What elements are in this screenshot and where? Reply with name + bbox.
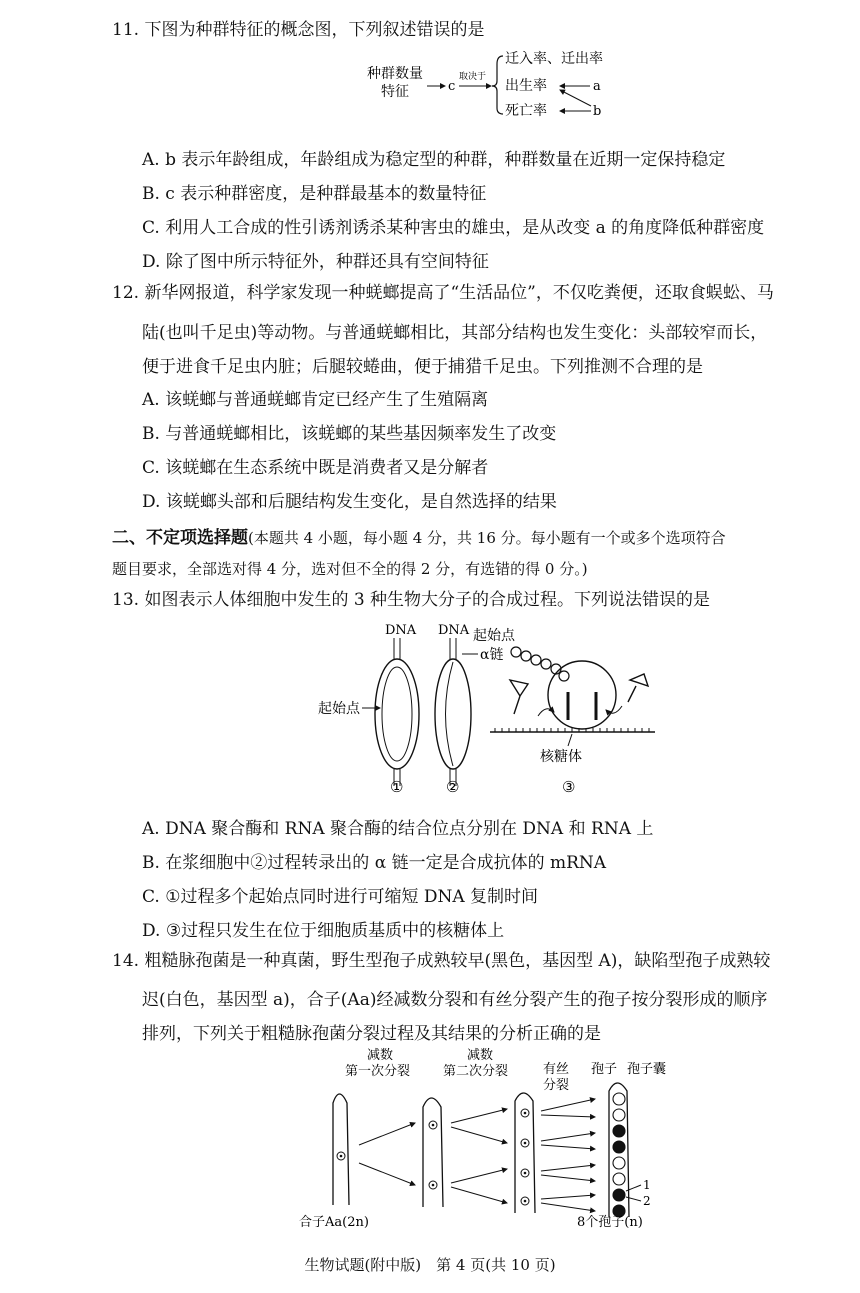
q14-label-2: 2	[643, 1194, 651, 1208]
q11-option-b: B. c 表示种群密度，是种群最基本的数量特征	[142, 184, 487, 204]
q11-option-c: C. 利用人工合成的性引诱剂诱杀某种害虫的雄虫，是从改变 a 的角度降低种群密度	[142, 218, 765, 238]
q11-root-line1: 种群数量	[367, 66, 423, 82]
q14-meiosis2-line1: 减数	[467, 1048, 494, 1063]
q12-stem-line2: 陆(也叫千足虫)等动物。与普通蜣螂相比，其部分结构也发生变化：头部较窄而长，	[142, 323, 768, 343]
q13-option-c: C. ①过程多个起始点同时进行可缩短 DNA 复制时间	[142, 887, 539, 907]
q11-decides: 取决于	[459, 72, 487, 82]
q14-mitosis-line2: 分裂	[543, 1078, 570, 1093]
q14-division-diagram	[295, 1045, 715, 1230]
q11-branch-birth: 出生率	[505, 78, 547, 94]
q11-option-d: D. 除了图中所示特征外，种群还具有空间特征	[142, 252, 489, 272]
q13-alpha-chain: α链	[480, 647, 504, 663]
q13-option-d: D. ③过程只发生在位于细胞质基质中的核糖体上	[142, 921, 505, 941]
q13-option-a: A. DNA 聚合酶和 RNA 聚合酶的结合位点分别在 DNA 和 RNA 上	[142, 819, 654, 839]
q13-origin-left: 起始点	[318, 701, 360, 717]
q12-option-a: A. 该蜣螂与普通蜣螂肯定已经产生了生殖隔离	[142, 390, 489, 410]
q11-c-label: c	[448, 79, 456, 94]
section2-heading	[112, 523, 726, 548]
q13-number-2: ②	[446, 778, 460, 795]
q14-spore-label: 孢子	[591, 1062, 618, 1077]
q14-stem-line1: 14. 粗糙脉孢菌是一种真菌，野生型孢子成熟较早(黑色，基因型 A)，缺陷型孢子成熟较	[112, 951, 771, 971]
page-footer: 生物试题(附中版) 第 4 页(共 10 页)	[304, 1256, 556, 1274]
q14-stem-line2: 迟(白色，基因型 a)，合子(Aa)经减数分裂和有丝分裂产生的孢子按分裂形成的顺序	[142, 990, 768, 1010]
q14-meiosis1-line1: 减数	[367, 1048, 394, 1063]
q11-branch-death: 死亡率	[505, 103, 547, 118]
q13-ribosome-label: 核糖体	[540, 749, 582, 765]
q14-eight-spores-label: 8个孢子(n)	[577, 1215, 643, 1230]
q11-branch-migration: 迁入率、迁出率	[505, 51, 603, 67]
q12-option-b: B. 与普通蜣螂相比，该蜣螂的某些基因频率发生了改变	[142, 424, 557, 444]
q14-meiosis1-line2: 第一次分裂	[345, 1064, 411, 1079]
q13-number-3: ③	[562, 778, 576, 795]
q11-option-a: A. b 表示年龄组成，年龄组成为稳定型的种群，种群数量在近期一定保持稳定	[142, 150, 726, 170]
q12-stem-line1: 12. 新华网报道，科学家发现一种蜣螂提高了“生活品位”，不仅吃粪便，还取食蜈蚣、马	[112, 283, 774, 303]
q11-concept-diagram	[365, 48, 665, 118]
q14-label-1: 1	[643, 1178, 651, 1192]
q11-stem: 11. 下图为种群特征的概念图，下列叙述错误的是	[112, 20, 485, 40]
q13-dna1-label: DNA	[385, 623, 417, 638]
q13-stem: 13. 如图表示人体细胞中发生的 3 种生物大分子的合成过程。下列说法错误的是	[112, 590, 711, 610]
q11-b-label: b	[593, 104, 602, 118]
q12-option-d: D. 该蜣螂头部和后腿结构发生变化，是自然选择的结果	[142, 492, 557, 512]
q14-mitosis-line1: 有丝	[543, 1062, 570, 1077]
q13-number-1: ①	[390, 778, 404, 795]
q14-ascus-label: 孢子囊	[627, 1062, 667, 1077]
q12-option-c: C. 该蜣螂在生态系统中既是消费者又是分解者	[142, 458, 489, 478]
q14-zygote-label: 合子Aa(2n)	[299, 1215, 369, 1230]
q11-root-line2: 特征	[381, 84, 409, 100]
q13-origin-top: 起始点	[473, 628, 515, 644]
q14-stem-line3: 排列，下列关于粗糙脉孢菌分裂过程及其结果的分析正确的是	[142, 1024, 601, 1044]
q13-option-b: B. 在浆细胞中②过程转录出的 α 链一定是合成抗体的 mRNA	[142, 853, 607, 873]
q14-meiosis2-line2: 第二次分裂	[443, 1064, 509, 1079]
q12-stem-line3: 便于进食千足虫内脏；后腿较蜷曲，便于捕猎千足虫。下列推测不合理的是	[142, 357, 703, 377]
section2-desc1: (本题共 4 小题，每小题 4 分，共 16 分。每小题有一个或多个选项符合	[248, 529, 726, 547]
q11-a-label: a	[593, 79, 601, 94]
section2-desc2: 题目要求，全部选对得 4 分，选对但不全的得 2 分，有选错的得 0 分。)	[112, 560, 588, 578]
q13-dna2-label: DNA	[438, 623, 470, 638]
q13-synthesis-diagram	[310, 620, 670, 795]
section2-title: 二、不定项选择题	[112, 528, 248, 548]
